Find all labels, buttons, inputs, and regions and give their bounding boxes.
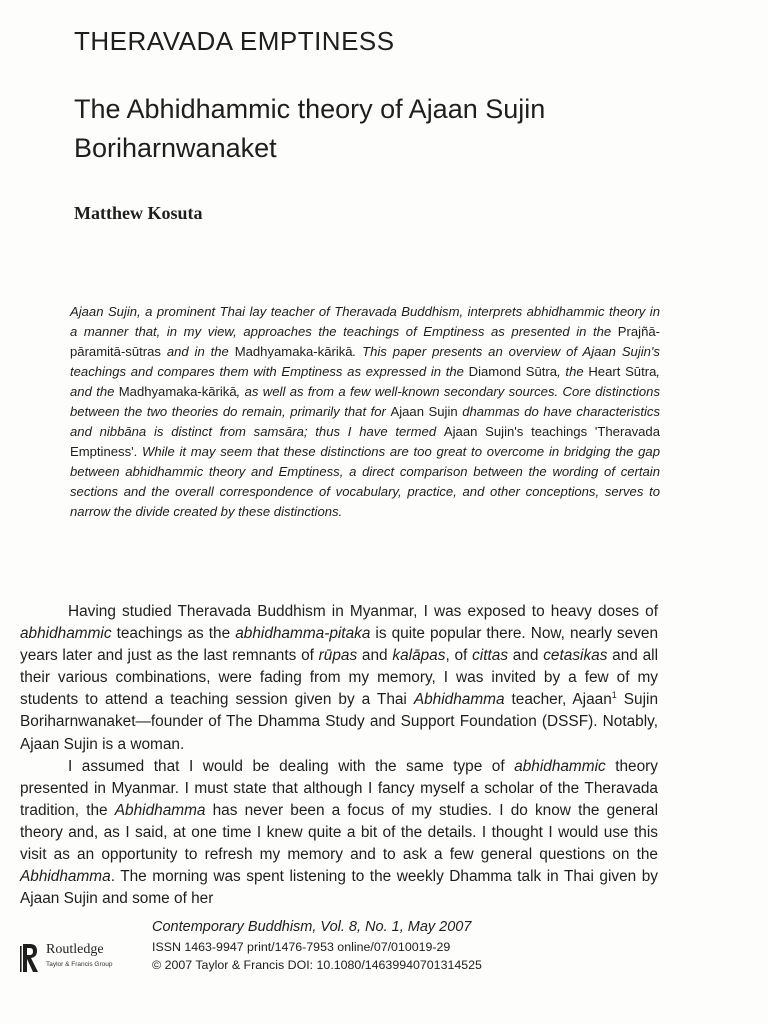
author-name: Matthew Kosuta	[74, 203, 203, 223]
body-text-run: teachings as the	[111, 625, 236, 643]
abstract-text: dhammas do have characteristics and nibbāna is distinct from samsāra; thus I have termed	[70, 404, 661, 439]
abstract-text: , and the	[70, 364, 661, 399]
body-text-run: , of	[445, 647, 473, 665]
abstract-text: . This paper presents an overview of Ajaan Sujin's teachings and compares them with Emptiness as expressed in the	[70, 344, 660, 379]
body-text-run: and	[357, 647, 393, 665]
body-text-run: I assumed that I would be dealing with the same type of	[68, 757, 515, 775]
abstract-text: Ajaan Sujin	[390, 404, 458, 419]
body-text-run: teacher, Ajaan	[504, 691, 612, 709]
abstract-text: Heart Sūtra	[588, 364, 657, 379]
journal-citation: Contemporary Buddhism, Vol. 8, No. 1, May 2007	[152, 919, 472, 935]
body-text-run: and	[508, 647, 544, 665]
body-text-run: is quite popular there. Now, nearly seven years later and just as the last remnants of	[20, 625, 659, 665]
publisher-group: Taylor & Francis Group	[46, 961, 113, 968]
abstract-text: Ajaan Sujin, a prominent Thai lay teacher of Theravada Buddhism, interprets abhidhammic theory in a manner that, in my view, approaches the teachings of Emptiness as presented in the	[70, 304, 660, 339]
article-title: The Abhidhammic theory of Ajaan Sujin Boriharnwanaket	[74, 94, 546, 163]
body-italic-run: abhidhammic	[20, 625, 112, 643]
body-italic-run: Abhidhamma	[413, 691, 505, 709]
body-italic-run: Abhidhamma	[114, 801, 206, 819]
body-italic-run: cetasikas	[543, 647, 608, 665]
body-text-run: has never been a focus of my studies. I do know the general theory and, as I said, at one time I knew quite a bit of the details. I thought I would use this visit as an opportunity to refresh my memory and to ask a few general questions on the	[20, 801, 658, 864]
body-italic-run: rūpas	[318, 647, 358, 665]
body-paragraph-1	[20, 601, 658, 756]
body-italic-run: kalāpas	[392, 647, 446, 665]
body-text-run: . The morning was spent listening to the weekly Dhamma talk in Thai given by Ajaan Sujin and some of her	[20, 868, 658, 908]
body-italic-run: abhidhammic	[514, 757, 606, 775]
body-text	[20, 601, 658, 910]
abstract-text: Madhyamaka-kārikā	[118, 384, 237, 399]
body-italic-run: Abhidhamma	[20, 868, 111, 886]
abstract-text: Madhyamaka-kārikā	[234, 344, 353, 359]
abstract-text: and in the	[160, 344, 235, 359]
body-paragraph-2	[20, 756, 658, 911]
abstract-text: Ajaan Sujin's teachings 'Theravada Emptiness'.	[70, 424, 660, 459]
abstract-text: While it may seem that these distinctions are too great to overcome in bridging the gap between abhidhammic theory and Emptiness, a direct comparison between the wording of certain sections and the overall correspondence of vocabulary, practice, and other conceptions, serves to narrow the divide created by these distinctions.	[70, 444, 660, 519]
body-italic-run: abhidhamma-pitaka	[235, 625, 371, 643]
issn-line: ISSN 1463-9947 print/1476-7953 online/07/010019-29	[152, 940, 451, 954]
section-title: THERAVADA EMPTINESS	[74, 26, 395, 56]
body-text-run: and all their various combinations, were fading from my memory, I was invited by a few of my students to attend a teaching session given by a Thai	[20, 647, 658, 709]
publisher-name: Routledge	[46, 942, 104, 957]
body-text-run: Sujin Boriharnwanaket—founder of The Dhamma Study and Support Foundation (DSSF). Notably, Ajaan Sujin is a woman.	[20, 691, 659, 753]
copyright-line: © 2007 Taylor & Francis DOI: 10.1080/14639940701314525	[152, 958, 482, 972]
abstract-text: Diamond Sūtra	[468, 364, 558, 379]
body-italic-run: cittas	[472, 647, 509, 665]
body-text-run: Having studied Theravada Buddhism in Myanmar, I was exposed to heavy doses of	[68, 603, 658, 620]
routledge-logo	[20, 940, 130, 980]
abstract-text: , the	[557, 364, 589, 379]
abstract-text: , as well as from a few well-known secondary sources. Core distinctions between the two theories do remain, primarily that for	[70, 384, 660, 419]
routledge-mark-icon	[20, 942, 40, 976]
footnote-marker[interactable]: 1	[611, 690, 617, 701]
abstract	[70, 302, 660, 522]
abstract-text: Prajñā-pāramitā-sūtras	[70, 324, 660, 359]
body-text-run: theory presented in Myanmar. I must state that although I fancy myself a scholar of the Theravada tradition, the	[20, 757, 658, 819]
